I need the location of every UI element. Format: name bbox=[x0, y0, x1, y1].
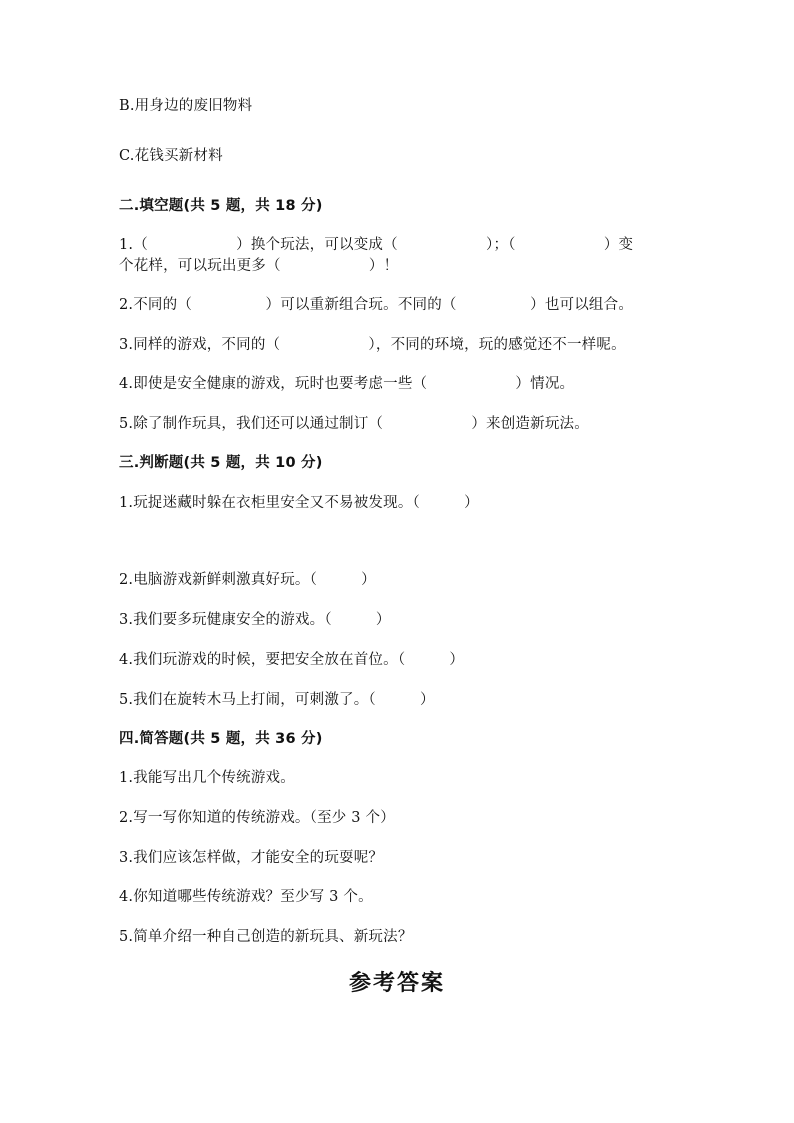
fill-blank-question-1-line-1: 1.（ ）换个玩法，可以变成（ ）；（ ）变 bbox=[119, 237, 634, 253]
short-answer-question-4: 4.你知道哪些传统游戏？至少写 3 个。 bbox=[119, 889, 373, 905]
short-answer-question-5: 5.简单介绍一种自己创造的新玩具、新玩法？ bbox=[119, 929, 413, 945]
true-false-question-1: 1.玩捉迷藏时躲在衣柜里安全又不易被发现。（ ） bbox=[119, 495, 479, 511]
fill-blank-question-3: 3.同样的游戏，不同的（ ），不同的环境，玩的感觉还不一样呢。 bbox=[119, 337, 626, 353]
true-false-question-3: 3.我们要多玩健康安全的游戏。（ ） bbox=[119, 612, 391, 628]
answer-key-title: 参考答案 bbox=[348, 970, 445, 996]
short-answer-question-3: 3.我们应该怎样做，才能安全的玩耍呢？ bbox=[119, 850, 384, 866]
fill-blank-question-2: 2.不同的（ ）可以重新组合玩。不同的（ ）也可以组合。 bbox=[119, 297, 634, 313]
fill-blank-question-4: 4.即使是安全健康的游戏，玩时也要考虑一些（ ）情况。 bbox=[119, 376, 575, 392]
fill-blank-question-5: 5.除了制作玩具，我们还可以通过制订（ ）来创造新玩法。 bbox=[119, 416, 589, 432]
choice-option-c: C.花钱买新材料 bbox=[119, 148, 223, 164]
choice-option-b: B.用身边的废旧物料 bbox=[119, 98, 253, 114]
section-heading-short-answer: 四.简答题(共 5 题，共 36 分) bbox=[119, 731, 323, 747]
short-answer-question-1: 1.我能写出几个传统游戏。 bbox=[119, 770, 295, 786]
section-heading-true-false: 三.判断题(共 5 题，共 10 分) bbox=[119, 455, 323, 471]
true-false-question-2: 2.电脑游戏新鲜刺激真好玩。（ ） bbox=[119, 572, 376, 588]
true-false-question-4: 4.我们玩游戏的时候，要把安全放在首位。（ ） bbox=[119, 652, 465, 668]
true-false-question-5: 5.我们在旋转木马上打闹，可刺激了。（ ） bbox=[119, 692, 435, 708]
section-heading-fill-blank: 二.填空题(共 5 题，共 18 分) bbox=[119, 198, 323, 214]
fill-blank-question-1-line-2: 个花样，可以玩出更多（ ）！ bbox=[119, 258, 399, 274]
short-answer-question-2: 2.写一写你知道的传统游戏。（至少 3 个） bbox=[119, 810, 395, 826]
